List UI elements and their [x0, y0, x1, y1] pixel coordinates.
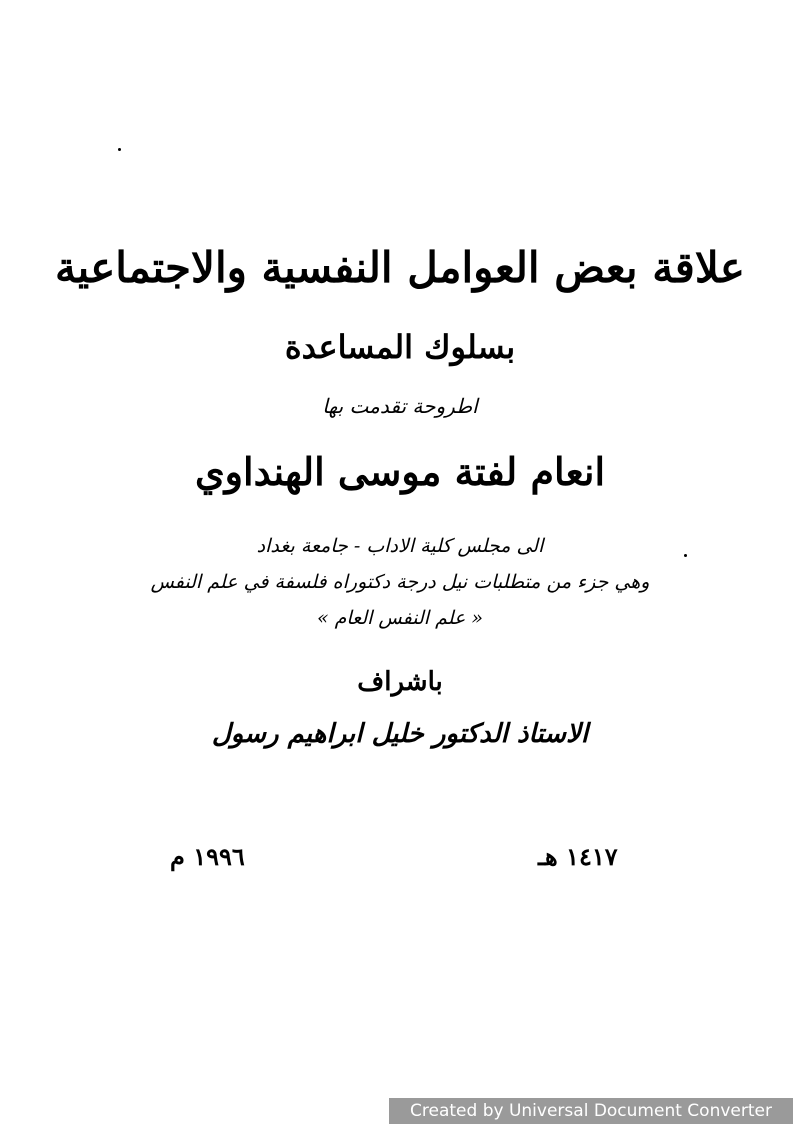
date-hijri: ١٤١٧ هـ [538, 842, 618, 871]
date-gregorian: ١٩٩٦ م [170, 842, 245, 871]
submitted-by-label: اطروحة تقدمت بها [322, 394, 478, 418]
converter-watermark: Created by Universal Document Converter [389, 1098, 793, 1124]
thesis-subtitle: بسلوك المساعدة [284, 328, 516, 366]
scan-speck [118, 148, 121, 151]
supervisor-name: الاستاذ الدكتور خليل ابراهيم رسول [211, 719, 589, 749]
supervision-label: باشراف [357, 667, 443, 697]
author-name: انعام لفتة موسى الهنداوي [194, 449, 606, 494]
thesis-title: علاقة بعض العوامل النفسية والاجتماعية [55, 243, 745, 292]
body-line-requirements: وهي جزء من متطلبات نيل درجة دكتوراه فلسفة في علم النفس [150, 571, 650, 593]
body-line-council: الى مجلس كلية الاداب - جامعة بغداد [256, 535, 544, 557]
body-line-specialization: « علم النفس العام » [316, 607, 484, 629]
